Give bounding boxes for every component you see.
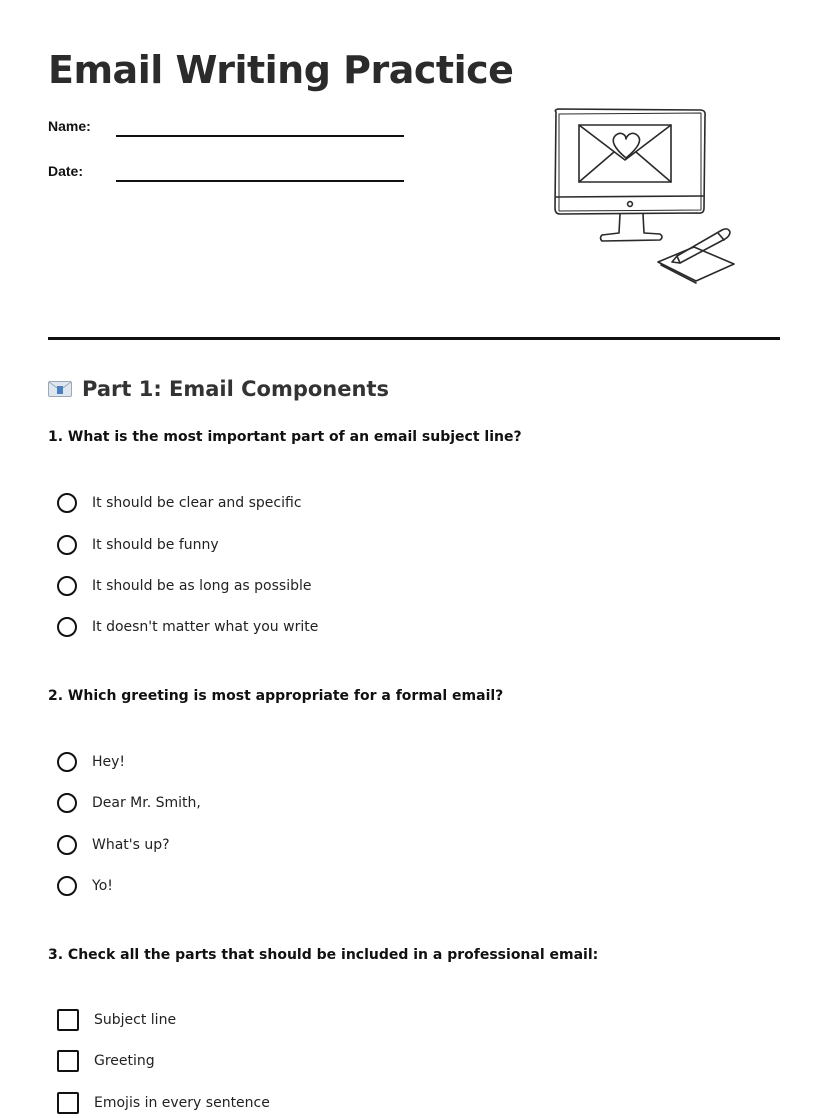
radio-button[interactable] — [57, 576, 77, 596]
date-input-line[interactable] — [116, 180, 404, 182]
section-heading-part1 — [48, 374, 389, 404]
name-label: Name: — [48, 118, 91, 134]
option-label: Emojis in every sentence — [94, 1095, 270, 1111]
option-label: It doesn't matter what you write — [92, 619, 319, 635]
q3-option-2[interactable] — [57, 1048, 155, 1074]
checkbox[interactable] — [57, 1050, 79, 1072]
date-field[interactable] — [48, 163, 408, 187]
radio-button[interactable] — [57, 493, 77, 513]
q1-option-2[interactable] — [57, 532, 219, 558]
option-label: Yo! — [92, 878, 113, 894]
name-field[interactable] — [48, 118, 408, 142]
option-label: Subject line — [94, 1012, 177, 1028]
email-icon — [48, 380, 72, 398]
page-title: Email Writing Practice — [48, 48, 514, 92]
q3-option-3[interactable] — [57, 1090, 270, 1116]
radio-button[interactable] — [57, 793, 77, 813]
radio-button[interactable] — [57, 617, 77, 637]
q3-option-1[interactable] — [57, 1007, 176, 1033]
q1-option-1[interactable] — [57, 490, 302, 516]
section-title: Part 1: Email Components — [82, 377, 389, 401]
q2-option-3[interactable] — [57, 832, 170, 858]
question-3: 3. Check all the parts that should be included in a professional email: — [48, 947, 599, 963]
option-label: Hey! — [92, 754, 126, 770]
radio-button[interactable] — [57, 535, 77, 555]
checkbox[interactable] — [57, 1009, 79, 1031]
radio-button[interactable] — [57, 835, 77, 855]
option-label: What's up? — [92, 837, 170, 853]
section-divider — [48, 337, 780, 340]
option-label: Dear Mr. Smith, — [92, 795, 201, 811]
option-label: Greeting — [94, 1053, 155, 1069]
option-label: It should be funny — [92, 537, 219, 553]
checkbox[interactable] — [57, 1092, 79, 1114]
name-input-line[interactable] — [116, 135, 404, 137]
option-label: It should be as long as possible — [92, 578, 312, 594]
question-1: 1. What is the most important part of an email subject line? — [48, 429, 522, 445]
question-2: 2. Which greeting is most appropriate for a formal email? — [48, 688, 504, 704]
radio-button[interactable] — [57, 876, 77, 896]
q2-option-1[interactable] — [57, 749, 125, 775]
q1-option-3[interactable] — [57, 573, 311, 599]
q2-option-4[interactable] — [57, 873, 113, 899]
date-label: Date: — [48, 163, 84, 179]
radio-button[interactable] — [57, 752, 77, 772]
q2-option-2[interactable] — [57, 790, 201, 816]
computer-email-heart-icon — [544, 100, 744, 290]
q1-option-4[interactable] — [57, 614, 318, 640]
option-label: It should be clear and specific — [92, 495, 302, 511]
